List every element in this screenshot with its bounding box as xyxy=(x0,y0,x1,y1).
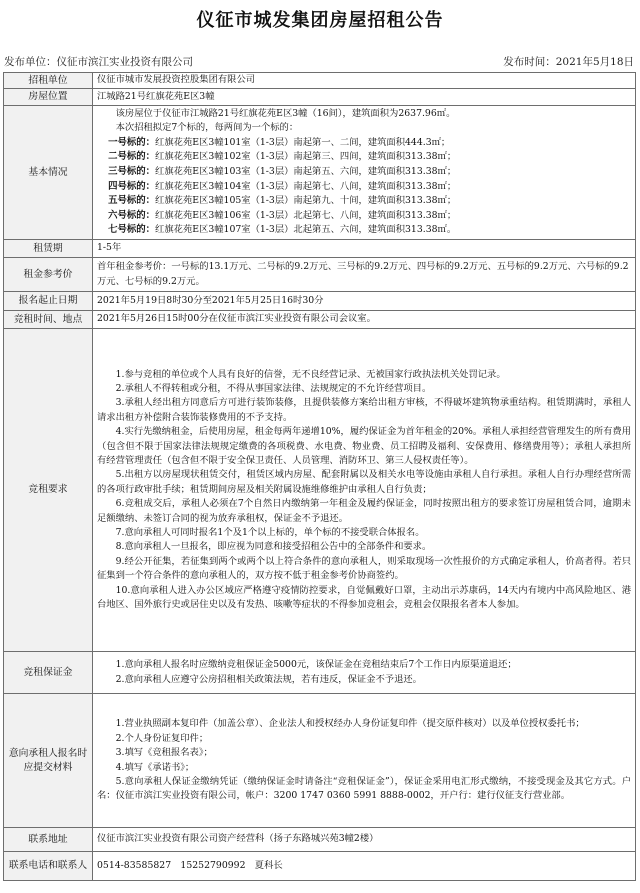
publish-time-label: 发布时间： xyxy=(503,56,556,68)
requirement-item: 7.意向承租人可同时报名1个及1个以上标的，单个标的不接受联合体报名。 xyxy=(115,527,425,539)
requirement-item: 8.意向承租人一旦报名，即应视为同意和接受招租公告中的全部条件和要求。 xyxy=(115,541,432,553)
requirements-label: 竞租要求 xyxy=(4,329,93,652)
materials-label-line2: 应提交材料 xyxy=(23,761,73,773)
publisher-info xyxy=(4,54,193,69)
signup-value: 2021年5月19日8时30分至2021年5月25日16时30分 xyxy=(93,292,636,311)
material-item: 3.填写《竞租报名表》； xyxy=(115,747,213,759)
page-title: 仪征市城发集团房屋招租公告 xyxy=(196,10,444,31)
lot-desc: 红旗花苑E区3幢107室（1-3层）北起第五、六间，建筑面积313.38㎡。 xyxy=(155,224,457,236)
lot-name: 二号标的： xyxy=(108,151,156,163)
lot-item xyxy=(97,165,631,180)
lessor-label: 招租单位 xyxy=(4,73,93,89)
rent-value: 首年租金参考价：一号标的13.1万元、二号标的9.2万元、三号标的9.2万元、四号标的9.2万元、五号标的9.2万元、六号标的9.2万元、七号标的9.2万元。 xyxy=(93,258,636,292)
publish-time-info xyxy=(503,54,634,69)
material-item: 2.个人身份证复印件； xyxy=(115,732,209,744)
contact-label: 联系电话和联系人 xyxy=(4,852,93,881)
row-signup-period xyxy=(4,292,636,311)
rent-label: 租金参考价 xyxy=(4,258,93,292)
lot-name: 六号标的： xyxy=(108,209,156,221)
material-item: 5.意向承租人保证金缴纳凭证（缴纳保证金时请备注“竞租保证金”），保证金采用电汇形式缴纳，不接受现金及其它方式。户名：仪征市滨江实业投资有限公司，帐户：3200 1747 0360 5991 8888-0002，开户行：建行仪征支行营业部。 xyxy=(97,775,631,802)
row-lessor xyxy=(4,73,636,89)
publish-time-value: 2021年5月18日 xyxy=(555,56,634,68)
lot-name: 五号标的： xyxy=(108,195,156,207)
requirement-item: 5.出租方以房屋现状租赁交付，租赁区域内房屋、配套附属以及相关水电等设施由承租人自行承担。承租人自行办理经营所需的各项行政审批手续；租赁期间房屋及相关附属设施维修维护由承租人自行负责； xyxy=(97,469,631,495)
basic-info-content xyxy=(93,106,636,240)
materials-label xyxy=(4,694,93,828)
row-term xyxy=(4,240,636,258)
deposit-item: 1.意向承租人报名时应缴纳竞租保证金5000元，该保证金在竞租结束后7个工作日内原渠道退还； xyxy=(115,659,517,671)
address-value: 仪征市滨江实业投资有限公司资产经营科（扬子东路城兴苑3幢2楼） xyxy=(93,828,636,852)
signup-label: 报名起止日期 xyxy=(4,292,93,311)
lot-desc: 红旗花苑E区3幢106室（1-3层）北起第七、八间，建筑面积313.38㎡； xyxy=(155,209,457,221)
basic-info-label: 基本情况 xyxy=(4,106,93,240)
row-bid-time xyxy=(4,311,636,329)
materials-content xyxy=(93,694,636,828)
publisher-value: 仪征市滨江实业投资有限公司 xyxy=(56,56,193,68)
lot-item xyxy=(97,180,631,195)
term-label: 租赁期 xyxy=(4,240,93,258)
requirement-item: 4.实行先缴纳租金，后使用房屋，租金每两年递增10%，履约保证金为首年租金的20%。承租人承担经营管理发生的所有费用（包含但不限于国家法律法规规定缴费的各项税费、水电费、物业费、员工招聘及福利、安保费用、修缮费用等）；承租人承担所有经营管理责任（包含但不限于安全保卫责任、人员管理、消防环卫、第三人侵权责任等）。 xyxy=(97,426,631,466)
row-rent xyxy=(4,258,636,292)
lot-item xyxy=(97,194,631,209)
lot-desc: 红旗花苑E区3幢103室（1-3层）南起第五、六间，建筑面积313.38㎡； xyxy=(155,166,457,178)
lot-name: 四号标的： xyxy=(108,180,156,192)
contact-value: 0514-83585827 15252790992 夏科长 xyxy=(93,852,636,881)
requirement-item: 6.竞租成交后，承租人必须在7个自然日内缴纳第一年租金及履约保证金，同时按照出租方的要求签订房屋租赁合同，逾期未足额缴纳、未签订合同的视为放弃承租权，保证金不予退还。 xyxy=(97,498,631,524)
lot-item xyxy=(97,136,631,151)
lot-name: 三号标的： xyxy=(108,166,156,178)
bid-time-value: 2021年5月26日15时00分在仪征市滨江实业投资有限公司会议室。 xyxy=(93,311,636,329)
location-value: 江城路21号红旗花苑E区3幢 xyxy=(93,89,636,106)
address-label: 联系地址 xyxy=(4,828,93,852)
lot-item xyxy=(97,223,631,238)
lot-item xyxy=(97,209,631,224)
lot-desc: 红旗花苑E区3幢105室（1-3层）南起第九、十间，建筑面积313.38㎡； xyxy=(155,195,457,207)
row-address xyxy=(4,828,636,852)
location-label: 房屋位置 xyxy=(4,89,93,106)
row-basic-info xyxy=(4,106,636,240)
row-requirements xyxy=(4,329,636,652)
row-contact xyxy=(4,852,636,881)
lot-name: 七号标的： xyxy=(108,224,156,236)
term-value: 1-5年 xyxy=(93,240,636,258)
requirement-item: 10.意向承租人进入办公区域应严格遵守疫情防控要求，自觉佩戴好口罩，主动出示苏康码，14天内有境内中高风险地区、港台地区、国外旅行史或居住史以及有发热、咳嗽等症状的不得参加竞租会，竞租会仅限报名者本人参加。 xyxy=(97,584,631,611)
notice-table xyxy=(3,72,636,881)
basic-intro-lots: 本次招租拟定7个标的，每两间为一个标的： xyxy=(115,122,299,134)
requirement-item: 9.经公开征集，若征集到两个或两个以上符合条件的意向承租人，则采取现场一次性报价的方式确定承租人，价高者得。若只征集到一个符合条件的意向承租人的，双方按不低于租金参考价协商签约。 xyxy=(97,555,631,582)
material-item: 1.营业执照副本复印件（加盖公章）、企业法人和授权经办人身份证复印件（提交原件核对）以及单位授权委托书； xyxy=(115,718,585,730)
basic-intro: 该房屋位于仪征市江城路21号红旗花苑E区3幢（16间），建筑面积为2637.96㎡。 xyxy=(115,108,456,120)
requirement-item: 1.参与竞租的单位或个人具有良好的信誉，无不良经营记录、无被国家行政执法机关处罚记录。 xyxy=(115,368,506,380)
lot-name: 一号标的： xyxy=(108,136,156,148)
lot-desc: 红旗花苑E区3幢102室（1-3层）南起第三、四间，建筑面积313.38㎡； xyxy=(155,151,457,163)
bid-time-label: 竞租时间、地点 xyxy=(4,311,93,329)
deposit-label: 竞租保证金 xyxy=(4,652,93,694)
deposit-item: 2.意向承租人应遵守公房招租相关政策法规，若有违反，保证金不予退还。 xyxy=(115,673,422,685)
deposit-content xyxy=(93,652,636,694)
publisher-label: 发布单位： xyxy=(4,56,57,68)
requirement-item: 3.承租人经出租方同意后方可进行装饰装修，且提供装修方案给出租方审核，不得破坏建筑物承重结构。租赁期满时，承租人请求出租方补偿附合装饰装修费用的不予支持。 xyxy=(97,397,631,423)
material-item: 4.填写《承诺书》； xyxy=(115,761,195,773)
row-deposit xyxy=(4,652,636,694)
lot-desc: 红旗花苑E区3幢104室（1-3层）南起第七、八间，建筑面积313.38㎡； xyxy=(155,180,457,192)
materials-label-line1: 意向承租人报名时 xyxy=(8,748,88,760)
lot-desc: 红旗花苑E区3幢101室（1-3层）南起第一、二间，建筑面积444.3㎡； xyxy=(155,136,451,148)
lessor-value: 仪征市城市发展投资控股集团有限公司 xyxy=(93,73,636,89)
row-location xyxy=(4,89,636,106)
lot-item xyxy=(97,150,631,165)
row-materials xyxy=(4,694,636,828)
requirements-content xyxy=(93,329,636,652)
requirement-item: 2.承租人不得转租或分租，不得从事国家法律、法规规定的不允许经营项目。 xyxy=(115,382,432,394)
